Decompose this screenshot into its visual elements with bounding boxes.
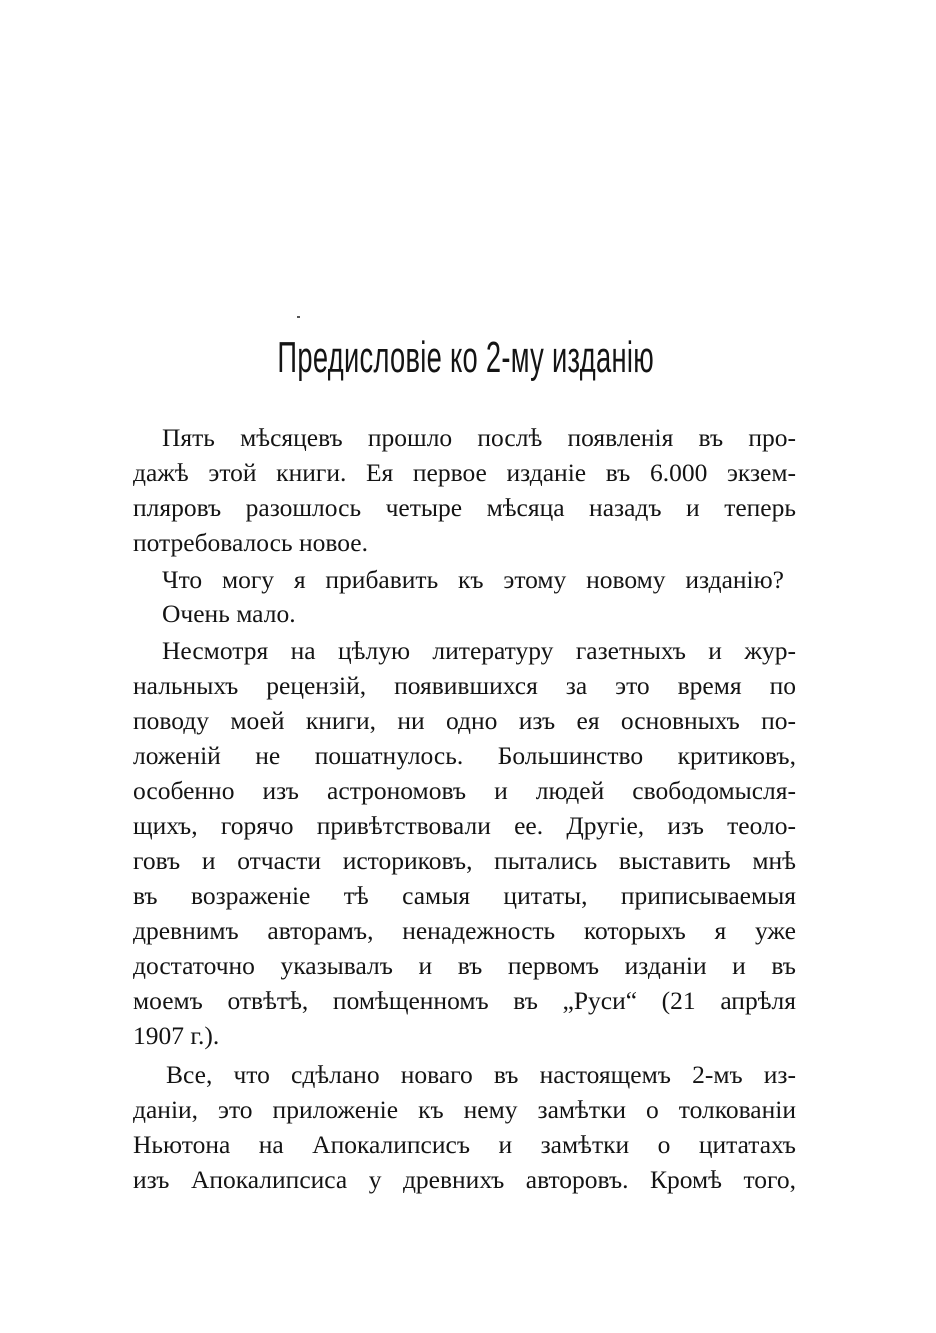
- text-line: древнимъ авторамъ, ненадежность которыхъ я уже: [133, 916, 796, 945]
- text-line: Что могу я прибавить къ этому новому изданію?: [162, 565, 784, 594]
- text-line: особенно изъ астрономовъ и людей свободомысля-: [133, 776, 796, 805]
- page-title: Предисловіе ко 2-му изданію: [277, 333, 655, 382]
- text-line: Пять мѣсяцевъ прошло послѣ появленія въ про-: [162, 423, 796, 452]
- text-line: въ возраженіе тѣ самыя цитаты, приписываемыя: [133, 881, 796, 910]
- text-line: даніи, это приложеніе къ нему замѣтки о толкованіи: [133, 1095, 796, 1124]
- text-line: поводу моей книги, ни одно изъ ея основныхъ по-: [133, 706, 796, 735]
- text-line: говъ и отчасти историковъ, пытались выставить мнѣ: [133, 846, 796, 875]
- text-line: нальныхъ рецензій, появившихся за это время по: [133, 671, 796, 700]
- text-line: изъ Апокалипсиса у древнихъ авторовъ. Кромѣ того,: [133, 1165, 796, 1194]
- text-line: 1907 г.).: [133, 1021, 220, 1050]
- text-line: дажѣ этой книги. Ея первое изданіе въ 6.000 экзем-: [133, 458, 796, 487]
- text-line: пляровъ разошлось четыре мѣсяца назадъ и теперь: [133, 493, 796, 522]
- text-line: потребовалось новое.: [133, 528, 369, 557]
- text-line: Все, что сдѣлано новаго въ настоящемъ 2-мъ из-: [166, 1060, 796, 1089]
- ink-speck: [297, 316, 300, 318]
- text-line: моемъ отвѣтѣ, помѣщенномъ въ „Руси“ (21 апрѣля: [133, 986, 796, 1015]
- text-line: щихъ, горячо привѣтствовали ее. Другіе, изъ теоло-: [133, 811, 796, 840]
- text-line: ложеній не пошатнулось. Большинство критиковъ,: [133, 741, 796, 770]
- text-line: Ньютона на Апокалипсисъ и замѣтки о цитатахъ: [133, 1130, 796, 1159]
- text-line: достаточно указывалъ и въ первомъ изданіи и въ: [133, 951, 796, 980]
- text-line: Несмотря на цѣлую литературу газетныхъ и жур-: [162, 636, 796, 665]
- text-line: Очень мало.: [162, 599, 296, 628]
